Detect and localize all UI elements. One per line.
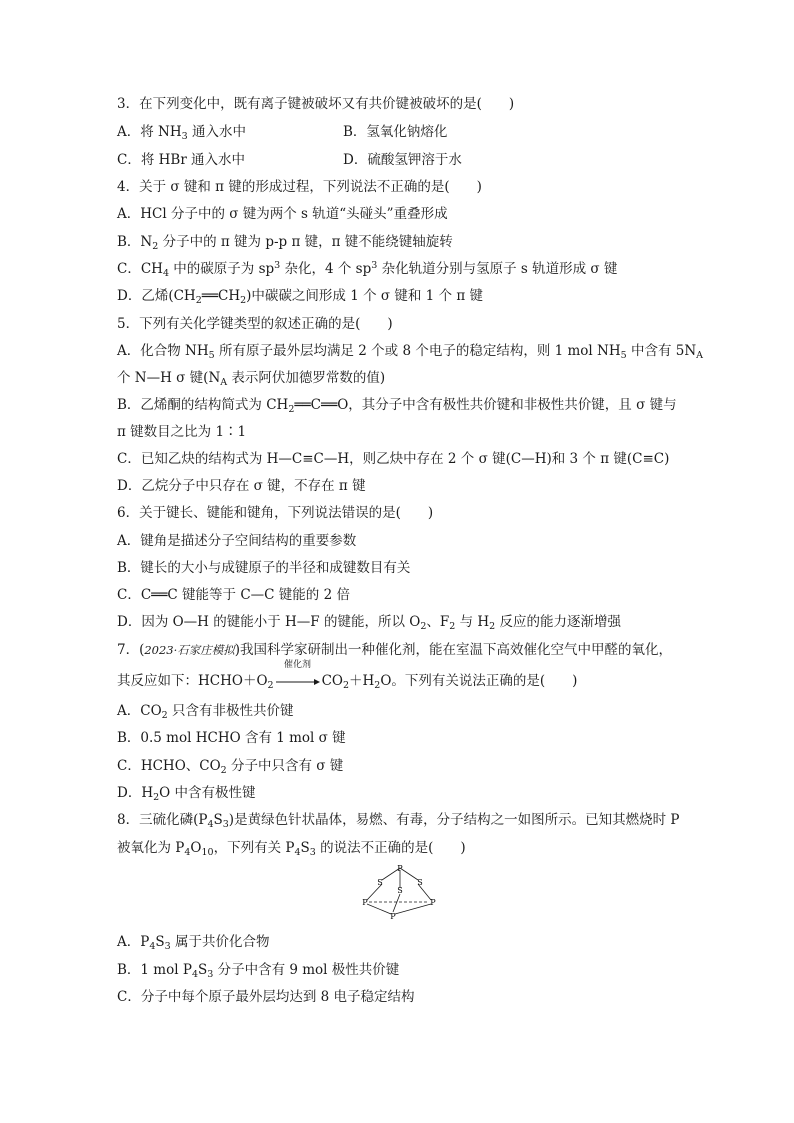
q7-stem-line1: 7．(2023·石家庄模拟)我国科学家研制出一种催化剂，能在室温下高效催化空气中甲醛的氧化， <box>117 642 673 658</box>
q7-stem-line2: 其反应如下：$HCHO+O_2$ 催化剂 $CO_2+H_2O$。下列有关说法正确的是( ) <box>117 660 578 691</box>
atom-s-right: S <box>417 878 423 887</box>
q6-stem: 6．关于键长、键能和键角，下列说法错误的是( ) <box>117 505 434 521</box>
q5-option-b-line2: π 键数目之比为 1∶1 <box>117 424 247 440</box>
q8-stem-line1: 8．三硫化磷$(P_4S_3)$是黄绿色针状晶体，易燃、有毒，分子结构之一如图所示。已知其燃烧时 P <box>117 812 680 830</box>
q8-option-b: B．1 mol $P_4S_3$ 分子中含有 9 mol 极性共价键 <box>117 962 400 980</box>
catalyst-arrow <box>274 660 322 691</box>
q5-option-a-line1: A．化合物 $NH_5$ 所有原子最外层均满足 2 个或 8 个电子的稳定结构，则 1 mol $NH_5$ 中含有 $5N_A$ <box>117 343 704 361</box>
q5-stem: 5．下列有关化学键类型的叙述正确的是( ) <box>117 316 393 332</box>
q6-option-c: C．C══C 键能等于 C—C 键能的 2 倍 <box>117 587 350 603</box>
q5-option-b-line1: B．乙烯酮的结构简式为 $CH_2══C══O$，其分子中含有极性共价键和非极性共价键，且 σ 键与 <box>117 397 677 415</box>
q4-option-b: B．$N_2$ 分子中的 π 键为 p-p π 键，π 键不能绕键轴旋转 <box>117 234 453 252</box>
q8-option-c: C．分子中每个原子最外层均达到 8 电子稳定结构 <box>117 989 415 1005</box>
q4-option-a: A．HCl 分子中的 σ 键为两个 s 轨道“头碰头”重叠形成 <box>117 206 448 222</box>
q4-option-d: D．乙烯$(CH_2══CH_2)$中碳碳之间形成 1 个 σ 键和 1 个 π 键 <box>117 288 484 306</box>
q5-option-c: C．已知乙炔的结构式为 H—C≡C—H，则乙炔中存在 2 个 σ 键(C—H)和 3 个 π 键(C≡C) <box>117 451 670 467</box>
q6-option-d: D．因为 O—H 的键能小于 H—F 的键能，所以 $O_2$、$F_2$ 与 $H_2$ 反应的能力逐渐增强 <box>117 614 621 632</box>
q8-option-a: A．$P_4S_3$ 属于共价化合物 <box>117 934 270 952</box>
q4-option-c: C．$CH_4$ 中的碳原子为 $sp^3$ 杂化，4 个 $sp^3$ 杂化轨道分别与氢原子 s 轨道形成 σ 键 <box>117 260 618 279</box>
q3-option-a: A．将 $NH_3$ 通入水中 <box>117 124 246 142</box>
q8-stem-line2: 被氧化为 $P_4O_{10}$，下列有关 $P_4S_3$ 的说法不正确的是( ) <box>117 840 466 858</box>
atom-s-left: S <box>377 878 383 887</box>
p4s3-structure-diagram <box>355 862 445 924</box>
q3-stem: 3．在下列变化中，既有离子键被破坏又有共价键被破坏的是( ) <box>117 96 515 112</box>
q3-option-b: B．氢氧化钠熔化 <box>343 124 448 140</box>
q7-source: 2023·石家庄模拟 <box>144 643 235 657</box>
q6-option-b: B．键长的大小与成键原子的半径和成键数目有关 <box>117 560 411 576</box>
q7-option-a: A．$CO_2$ 只含有非极性共价键 <box>117 703 294 721</box>
q3-option-d: D．硫酸氢钾溶于水 <box>343 152 462 168</box>
atom-s-center: S <box>397 886 403 895</box>
atom-p-top: P <box>397 864 403 873</box>
q3-option-c: C．将 HBr 通入水中 <box>117 152 246 168</box>
q7-option-b: B．0.5 mol HCHO 含有 1 mol σ 键 <box>117 730 346 746</box>
atom-p-right: P <box>430 898 436 907</box>
q7-option-c: C．HCHO、$CO_2$ 分子中只含有 σ 键 <box>117 758 344 776</box>
q5-option-a-line2: 个 N—H σ 键($N_A$ 表示阿伏加德罗常数的值) <box>117 370 386 388</box>
atom-p-bottom: P <box>390 912 396 921</box>
reaction-arrow-icon <box>274 677 322 687</box>
q7-option-d: D．$H_2O$ 中含有极性键 <box>117 785 256 803</box>
q5-option-d: D．乙烷分子中只存在 σ 键，不存在 π 键 <box>117 478 366 494</box>
atom-p-left: P <box>362 898 368 907</box>
q6-option-a: A．键角是描述分子空间结构的重要参数 <box>117 533 357 549</box>
q4-stem: 4．关于 σ 键和 π 键的形成过程，下列说法不正确的是( ) <box>117 179 482 195</box>
catalyst-label: 催化剂 <box>284 660 312 670</box>
